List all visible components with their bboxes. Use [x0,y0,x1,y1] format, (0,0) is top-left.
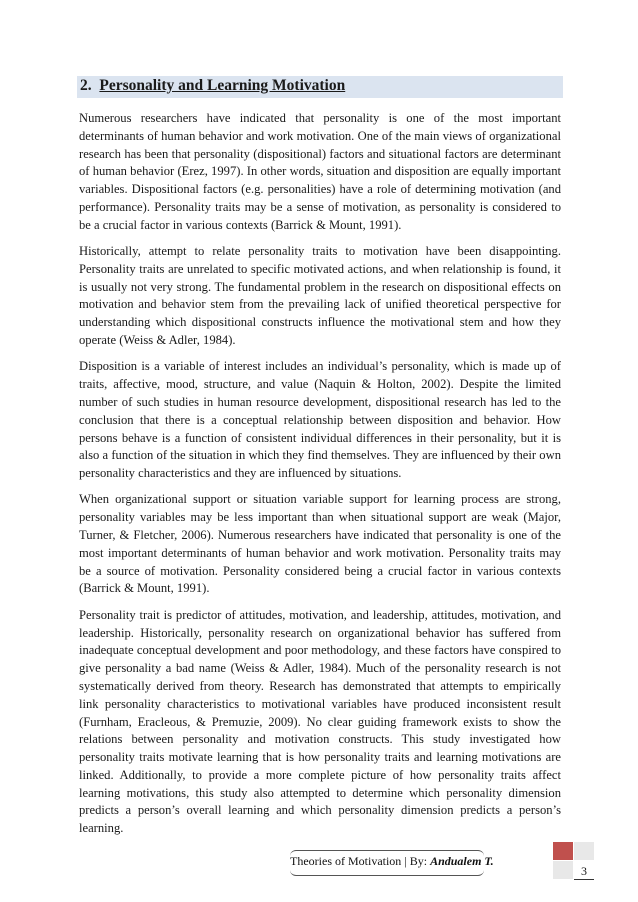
paragraph-4: When organizational support or situation variable support for learning process are strong, personality variables may be less important than when situational support are weak (Major, Turner, & Fletcher, 2006). Numerous researchers have indicated that personality is one of the most important determinants of human behavior and work motivation. Personality traits may be a source of motivation. Personality considered being a crucial factor in various contexts (Barrick & Mount, 1991). [79,492,561,596]
section-number: 2. [80,77,92,94]
paragraph-3: Disposition is a variable of interest includes an individual’s personality, which is made up of traits, affective, mood, structure, and value (Naquin & Holton, 2002). Despite the limited number of such studies in human resource development, dispositional research has led to the conclusion that there is a conceptual relationship between disposition and behavior. How persons behave is a function of consistent individual differences in their personality, but it is also a function of the situation in which they find themselves. They are influenced by their own personality characteristics and they are influenced by situations. [79,359,561,481]
footer-title: Theories of Motivation [290,854,402,868]
document-body [79,110,561,847]
footer-author: Andualem T. [430,854,494,868]
footer-by-label: By: [409,854,428,868]
paragraph-2: Historically, attempt to relate personality traits to motivation have been disappointing. Personality traits are unrelated to specific motivated actions, and when relationship is found, it is usually not very strong. The fundamental problem in the research on dispositional effects on motivation and behavior stem from the prevailing lack of unified theoretical perspective for understanding which dispositional constructs influence the motivational stem and how they operate (Weiss & Adler, 1984). [79,244,561,348]
paragraph-5: Personality trait is predictor of attitudes, motivation, and leadership, attitudes, motivation, and leadership. Historically, personality research on organizational behavior has suffered from inadequate conceptual development and poor methodology, and these factors have conspired to give personality a bad name (Weiss & Adler, 1984). Much of the personality research is not systematically derived from theory. Research has demonstrated that attempts to empirically link personality characteristics to motivational variables have produced inconsistent result (Furnham, Eracleous, & Premuzie, 2009). No clear guiding framework exists to show the relations between personality and motivation constructs. This study investigated how personality traits motivate learning that is how personality traits and learning motivations are linked. Additionally, to provide a more complete picture of how personality traits affect learning motivations, this study also attempted to determine which personality dimension predicts a person’s overall learning and which personality dimension predicts a person’s learning. [79,607,561,836]
footer-separator: | [404,854,407,868]
page-number: 3 [574,861,594,880]
decorative-red-square [553,842,573,860]
section-title: Personality and Learning Motivation [99,77,346,94]
footer-caption [290,854,500,869]
paragraph-1: Numerous researchers have indicated that personality is one of the most important determinants of human behavior and work motivation. One of the main views of organizational research has been that personality (dispositional) factors and situational factors are determinant of human behavior (Erez, 1997). In other words, situation and disposition are equally important variables. Dispositional factors (e.g. personalities) have a role of determining motivation (and performance). Personality traits may be a sense of motivation, as personality is considered to be a crucial factor in various contexts (Barrick & Mount, 1991). [79,111,561,232]
section-heading [80,77,345,95]
decorative-grey-square [574,842,594,860]
decorative-grey-square-lower [553,861,573,879]
